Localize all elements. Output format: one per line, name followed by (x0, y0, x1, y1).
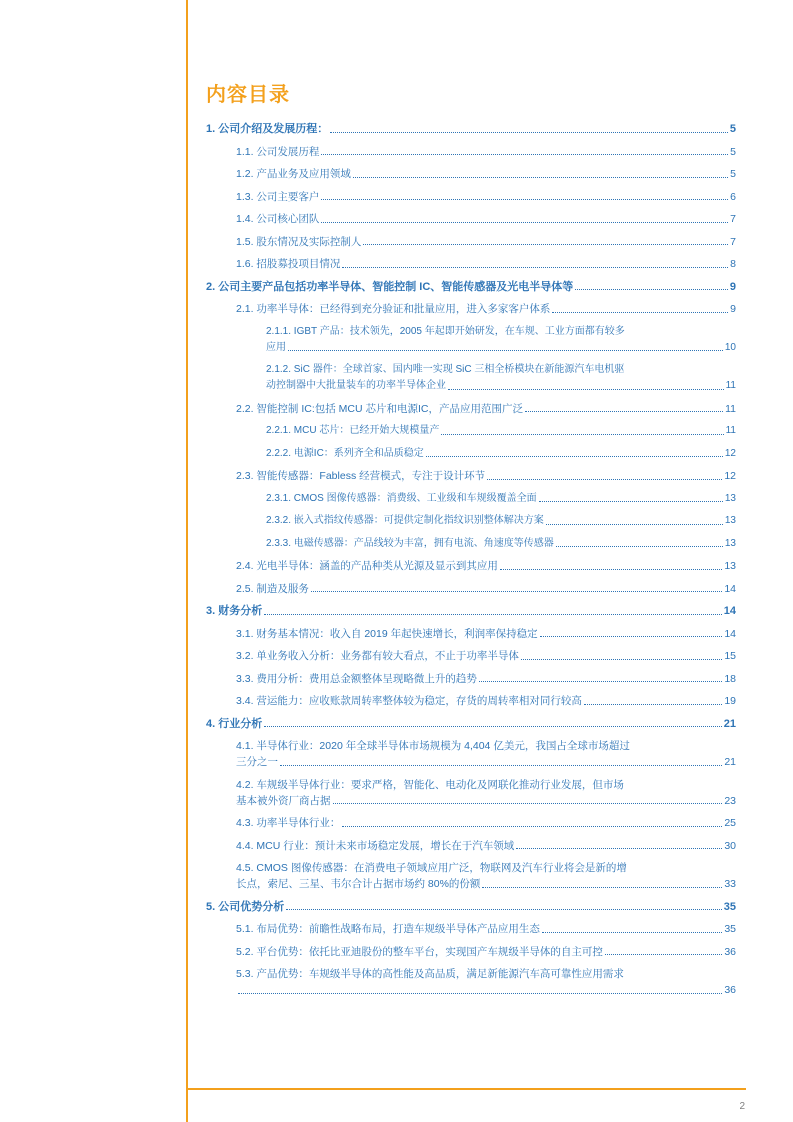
toc-entry-label: 2.4. 光电半导体：涵盖的产品种类从光源及显示到其应用 (236, 560, 498, 572)
toc-leader-dots (353, 176, 728, 178)
toc-entry-label: 2.3.3. 电磁传感器：产品线较为丰富，拥有电流、角速度等传感器 (266, 537, 554, 549)
toc-entry[interactable] (266, 423, 736, 439)
toc-entry-label: 3.2. 单业务收入分析：业务都有较大看点，不止于功率半导体 (236, 650, 519, 662)
toc-entry-label: 1. 公司介绍及发展历程： (206, 123, 329, 135)
toc-entry-label-continued: 长点，索尼、三星、韦尔合计占据市场约 80%的份额 (236, 878, 481, 890)
toc-entry-label: 4. 行业分析 (206, 717, 263, 730)
toc-entry[interactable] (236, 777, 736, 809)
toc-entry-label: 2.1.1. IGBT 产品：技术领先，2005 年起即开始研发，在车规、工业方面都有较多 (266, 325, 625, 337)
toc-entry-page: 35 (723, 900, 736, 913)
toc-leader-dots (311, 590, 722, 592)
toc-entry[interactable] (206, 121, 736, 137)
toc-entry-page: 36 (724, 984, 736, 996)
toc-entry-page: 19 (724, 695, 736, 707)
toc-entry-page: 13 (724, 560, 736, 572)
toc-entry-label: 3.1. 财务基本情况：收入自 2019 年起快速增长，利润率保持稳定 (236, 627, 538, 640)
toc-entry[interactable] (236, 189, 736, 205)
toc-entry[interactable] (206, 899, 736, 915)
page-title: 内容目录 (206, 84, 290, 106)
toc-entry[interactable] (236, 234, 736, 250)
toc-leader-dots (321, 198, 728, 200)
toc-entry[interactable] (236, 921, 736, 937)
toc-entry-page: 13 (724, 492, 736, 504)
toc-entry-page: 21 (723, 717, 736, 730)
toc-entry[interactable] (236, 166, 736, 182)
toc-leader-dots (556, 545, 723, 547)
toc-entry-page: 13 (724, 515, 736, 526)
toc-entry-label-continued-row (236, 982, 736, 998)
toc-leader-dots (441, 433, 723, 435)
toc-entry[interactable] (236, 581, 736, 597)
toc-entry[interactable] (236, 558, 736, 574)
toc-entry-page: 12 (724, 447, 736, 459)
toc-entry-label: 1.2. 产品业务及应用领域 (236, 168, 351, 180)
toc-entry-label: 2.2.1. MCU 芯片：已经开始大规模量产 (266, 425, 440, 436)
bottom-accent-rule (186, 1088, 746, 1090)
toc-entry[interactable] (236, 860, 736, 892)
toc-entry[interactable] (266, 324, 736, 356)
toc-entry-page: 10 (724, 341, 736, 353)
toc-entry-page: 14 (723, 605, 736, 617)
toc-leader-dots (482, 886, 722, 888)
toc-leader-dots (342, 825, 722, 827)
toc-entry-label: 2.1. 功率半导体：已经得到充分验证和批量应用，进入多家客户体系 (236, 303, 551, 315)
toc-entry-page: 7 (730, 213, 736, 225)
toc-entry[interactable] (236, 144, 736, 160)
toc-entry-label: 1.4. 公司核心团队 (236, 213, 320, 225)
toc-leader-dots (542, 931, 722, 933)
toc-entry[interactable] (236, 838, 736, 854)
toc-leader-dots (426, 455, 723, 457)
toc-entry-label: 5.1. 布局优势：前瞻性战略布局，打造车规级半导体产品应用生态 (236, 923, 540, 935)
page-number: 2 (739, 1101, 745, 1112)
toc-entry-page: 11 (725, 380, 736, 391)
toc-entry-page: 11 (725, 425, 736, 436)
toc-entry-page: 35 (724, 923, 736, 935)
toc-entry-label-continued-row (236, 876, 736, 892)
toc-entry[interactable] (236, 211, 736, 227)
toc-entry[interactable] (236, 966, 736, 998)
toc-entry-label-continued: 应用 (266, 341, 286, 353)
toc-entry-label-continued-row (266, 378, 736, 394)
toc-entry[interactable] (266, 536, 736, 552)
toc-entry-label: 5.2. 平台优势：依托比亚迪股份的整车平台，实现国产车规级半导体的自主可控 (236, 945, 603, 958)
toc-entry-page: 9 (730, 303, 736, 315)
toc-entry[interactable] (206, 279, 736, 295)
toc-entry-page: 9 (729, 280, 736, 293)
toc-leader-dots (540, 635, 723, 637)
toc-leader-dots (546, 523, 723, 525)
toc-entry-page: 14 (724, 627, 736, 640)
toc-entry-label: 4.1. 半导体行业：2020 年全球半导体市场规模为 4,404 亿美元，我国占全球市场超过 (236, 740, 630, 752)
toc-entry[interactable] (266, 362, 736, 394)
toc-entry-page: 8 (730, 258, 736, 270)
toc-entry-label: 3.4. 营运能力：应收账款周转率整体较为稳定，存货的周转率相对同行较高 (236, 695, 582, 707)
toc-entry[interactable] (236, 944, 736, 960)
toc-entry-label: 1.3. 公司主要客户 (236, 190, 320, 203)
toc-leader-dots (605, 953, 722, 955)
toc-leader-dots (286, 908, 722, 910)
toc-entry-label: 2.1.2. SiC 器件：全球首家、国内唯一实现 SiC 三相全桥模块在新能源汽车电机驱 (266, 364, 625, 375)
toc-leader-dots (500, 568, 722, 570)
toc-entry[interactable] (266, 491, 736, 507)
toc-leader-dots (333, 802, 723, 804)
toc-entry-label: 2.2.2. 电源IC：系列齐全和品质稳定 (266, 447, 424, 459)
toc-leader-dots (525, 410, 723, 412)
toc-leader-dots (342, 266, 728, 268)
toc-entry[interactable] (206, 716, 736, 732)
toc-leader-dots (363, 243, 728, 245)
toc-entry-label: 3.3. 费用分析：费用总金额整体呈现略微上升的趋势 (236, 672, 477, 685)
toc-entry-page: 14 (724, 582, 736, 595)
toc-entry-page: 5 (729, 123, 736, 135)
toc-entry-label: 4.3. 功率半导体行业： (236, 817, 341, 829)
toc-container (206, 78, 736, 1005)
toc-entry[interactable] (236, 648, 736, 664)
toc-entry-page: 33 (724, 878, 736, 890)
toc-entry-label: 2.3.1. CMOS 图像传感器：消费级、工业级和车规级覆盖全面 (266, 492, 537, 504)
toc-leader-dots (552, 311, 728, 313)
toc-entry-page: 7 (730, 235, 736, 248)
toc-list (206, 121, 736, 998)
toc-entry-label-continued: 基本被外资厂商占据 (236, 794, 331, 807)
toc-entry-label: 4.2. 车规级半导体行业：要求严格，智能化、电动化及网联化推动行业发展，但市场 (236, 778, 624, 791)
toc-entry-label: 3. 财务分析 (206, 605, 263, 617)
toc-leader-dots (516, 847, 722, 849)
toc-entry-page: 25 (724, 817, 736, 829)
toc-entry-page: 12 (724, 470, 736, 482)
toc-entry-label: 1.1. 公司发展历程 (236, 145, 320, 158)
toc-leader-dots (330, 131, 728, 133)
toc-leader-dots (575, 288, 728, 290)
toc-entry-label: 2.2. 智能控制 IC:包括 MCU 芯片和电源IC，产品应用范围广泛 (236, 402, 524, 415)
toc-entry[interactable] (236, 301, 736, 317)
toc-leader-dots (448, 388, 724, 390)
toc-entry-label-continued: 三分之一 (236, 756, 278, 768)
toc-entry-label: 5.3. 产品优势：车规级半导体的高性能及高品质，满足新能源汽车高可靠性应用需求 (236, 968, 624, 980)
toc-entry-page: 15 (724, 650, 736, 662)
toc-entry-label-continued-row (236, 793, 736, 809)
toc-leader-dots (264, 725, 722, 727)
toc-entry-label-continued-row (266, 340, 736, 356)
toc-entry-page: 5 (730, 168, 736, 180)
toc-entry-label: 2.3.2. 嵌入式指纹传感器：可提供定制化指纹识别整体解决方案 (266, 515, 544, 526)
toc-entry[interactable] (266, 513, 736, 529)
toc-entry-label: 1.6. 招股募投项目情况 (236, 258, 341, 270)
toc-leader-dots (280, 764, 722, 766)
toc-entry[interactable] (236, 256, 736, 272)
toc-entry-label: 1.5. 股东情况及实际控制人 (236, 235, 362, 248)
left-accent-rule (186, 0, 188, 1122)
toc-entry[interactable] (236, 626, 736, 642)
toc-leader-dots (584, 703, 722, 705)
toc-entry[interactable] (236, 401, 736, 417)
toc-entry-label: 2.3. 智能传感器：Fabless 经营模式，专注于设计环节 (236, 470, 486, 482)
toc-entry-label: 5. 公司优势分析 (206, 900, 285, 913)
toc-leader-dots (238, 992, 722, 994)
toc-entry[interactable] (236, 815, 736, 831)
toc-leader-dots (321, 153, 728, 155)
toc-leader-dots (479, 680, 722, 682)
toc-leader-dots (321, 221, 728, 223)
toc-entry-page: 18 (724, 672, 736, 685)
toc-entry-page: 5 (730, 145, 736, 158)
toc-entry-label: 2. 公司主要产品包括功率半导体、智能控制 IC、智能传感器及光电半导体等 (206, 280, 574, 293)
toc-leader-dots (539, 500, 723, 502)
toc-leader-dots (487, 478, 722, 480)
toc-entry-label: 4.4. MCU 行业：预计未来市场稳定发展，增长在于汽车领域 (236, 839, 515, 852)
toc-entry[interactable] (206, 603, 736, 619)
toc-leader-dots (264, 613, 722, 615)
toc-entry-label: 2.5. 制造及服务 (236, 582, 309, 595)
toc-entry-page: 30 (724, 839, 736, 852)
toc-entry-page: 21 (724, 756, 736, 768)
toc-entry[interactable] (236, 468, 736, 484)
toc-entry[interactable] (236, 693, 736, 709)
toc-leader-dots (521, 658, 722, 660)
toc-entry-page: 36 (724, 945, 736, 958)
toc-entry-label-continued-row (236, 754, 736, 770)
toc-entry-label: 4.5. CMOS 图像传感器：在消费电子领域应用广泛，物联网及汽车行业将会是新的增 (236, 862, 627, 874)
toc-entry-page: 23 (724, 794, 736, 807)
toc-entry[interactable] (236, 671, 736, 687)
toc-entry-page: 11 (725, 402, 736, 415)
toc-entry-label-continued: 动控制器中大批量装车的功率半导体企业 (266, 380, 446, 391)
toc-entry-page: 6 (730, 190, 736, 203)
toc-leader-dots (288, 349, 723, 351)
toc-entry[interactable] (266, 446, 736, 462)
toc-entry-page: 13 (724, 537, 736, 549)
toc-entry[interactable] (236, 738, 736, 770)
